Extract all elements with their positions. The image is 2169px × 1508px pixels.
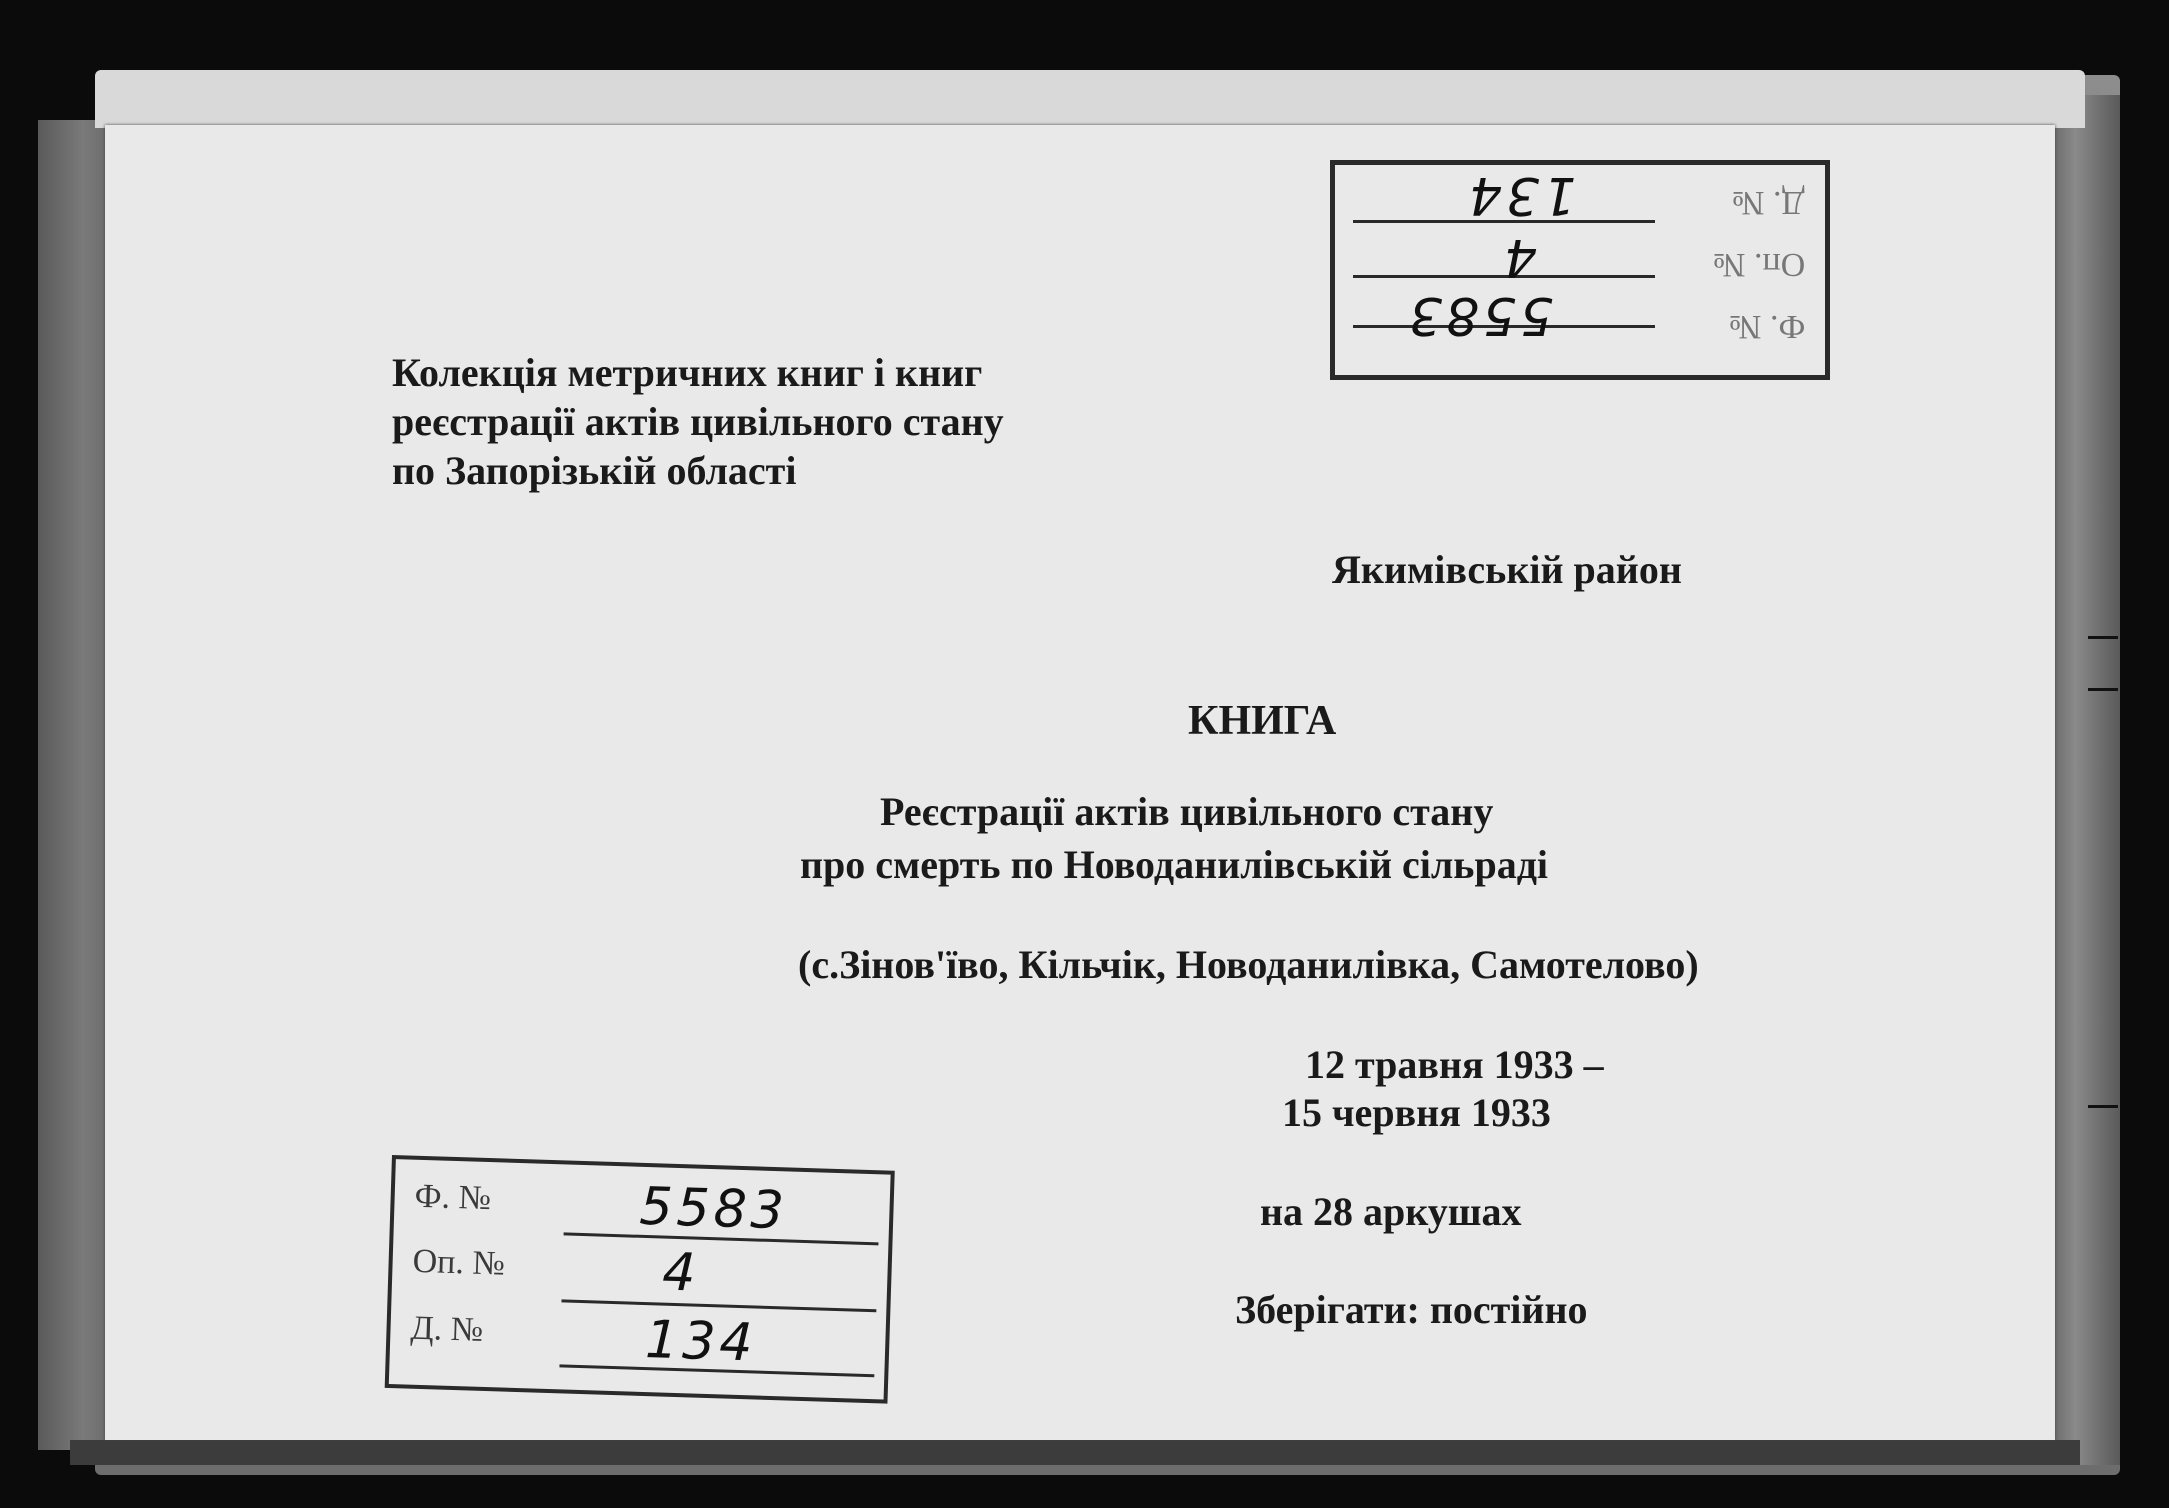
stamp-label-fond: Ф. № <box>414 1177 492 1218</box>
archive-stamp-top <box>1330 160 1830 380</box>
edge-mark <box>2088 688 2118 691</box>
book-subtitle-1: Реєстрації актів цивільного стану <box>880 789 1494 834</box>
collection-line-2: реєстрації актів цивільного стану <box>392 399 1004 444</box>
stamp-value-inventory: 4 <box>661 1242 701 1304</box>
archive-stamp-bottom <box>385 1155 895 1404</box>
folder-left-edge <box>38 120 113 1450</box>
folder-top-strip <box>95 70 2085 128</box>
sheet-count: на 28 аркушах <box>1260 1189 1522 1234</box>
stamp-label-file: Д. № <box>409 1309 484 1349</box>
book-subtitle-2: про смерть по Новоданилівській сільраді <box>800 842 1549 887</box>
villages: (с.Зінов'їво, Кільчік, Новоданилівка, Самотелово) <box>798 942 1699 987</box>
folder-bottom-edge <box>70 1440 2080 1465</box>
stamp-value-inventory: 4 <box>1500 227 1538 287</box>
date-start: 12 травня 1933 – <box>1305 1042 1604 1087</box>
stamp-label-inventory: Оп. № <box>412 1242 506 1283</box>
stamp-value-file: 134 <box>1465 165 1577 225</box>
stamp-value-fond: 5583 <box>1405 285 1554 345</box>
edge-mark <box>2088 1105 2118 1108</box>
date-end: 15 червня 1933 <box>1282 1090 1551 1135</box>
edge-mark <box>2088 636 2118 639</box>
retention: Зберігати: постійно <box>1235 1287 1588 1332</box>
district: Якимівській район <box>1332 547 1682 592</box>
book-title: КНИГА <box>1188 698 1337 744</box>
stamp-value-file: 134 <box>644 1310 758 1374</box>
stamp-line <box>561 1299 876 1312</box>
stamp-value-fond: 5583 <box>638 1176 789 1242</box>
stamp-label-file: Д. № <box>1732 184 1805 221</box>
stamp-label-fond: Ф. № <box>1728 308 1805 345</box>
collection-line-3: по Запорізькій області <box>392 448 797 493</box>
stamp-label-inventory: Оп. № <box>1712 246 1805 283</box>
folder-right-edge <box>2045 95 2120 1465</box>
collection-line-1: Колекція метричних книг і книг <box>392 350 983 395</box>
